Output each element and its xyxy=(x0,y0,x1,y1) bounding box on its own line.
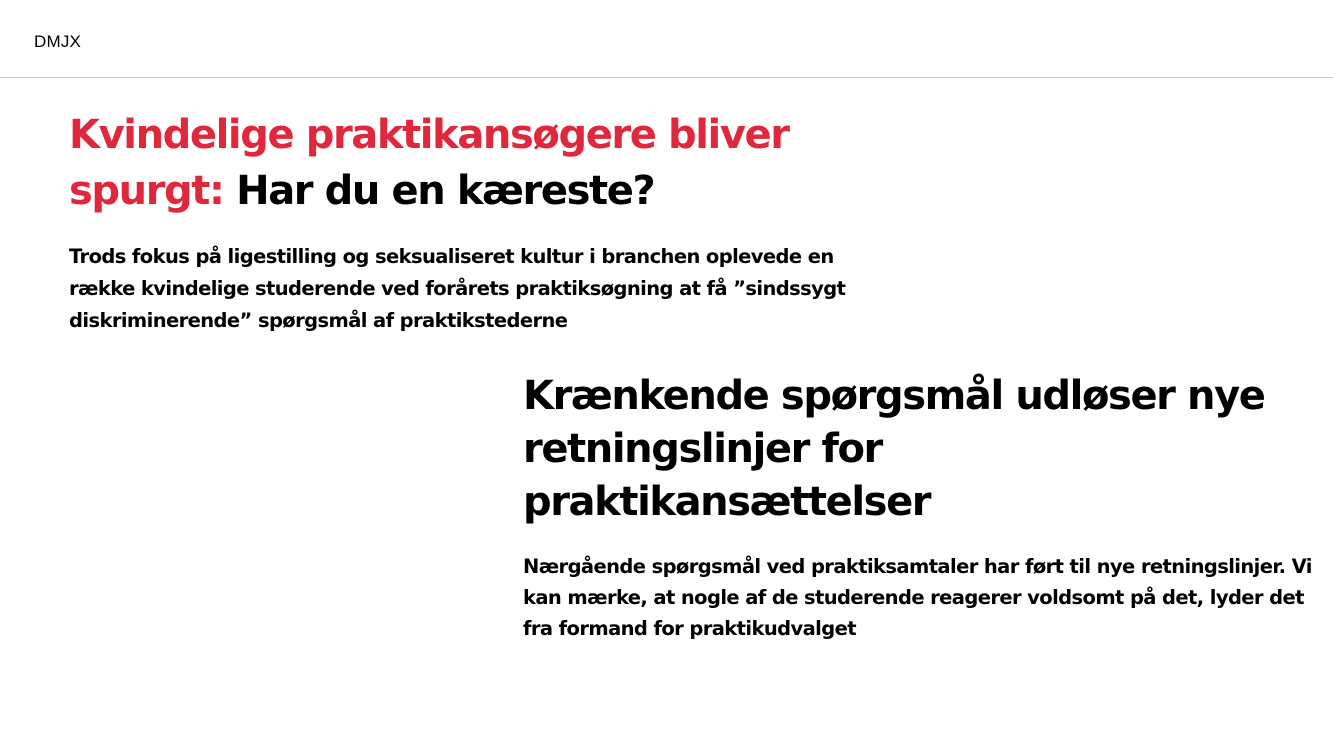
headline-kicker[interactable]: Kvindelige praktikansøgere bliver spurgt: xyxy=(69,112,789,214)
article-lead: Nærgående spørgsmål ved praktiksamtaler har ført til nye retningslinjer. Vi kan mærke, at nogle af de studerende reagerer voldsomt på det, lyder det fra formand for praktikudvalget xyxy=(523,555,1312,640)
article-teaser-secondary[interactable] xyxy=(523,370,1313,644)
site-logo[interactable]: DMJX xyxy=(34,32,82,51)
article-headline[interactable]: Krænkende spørgsmål udløser nye retningslinjer for praktikansættelser xyxy=(523,373,1265,525)
article-lead: Trods fokus på ligestilling og seksualiseret kultur i branchen oplevede en række kvindelige studerende ved forårets praktiksøgning at få ”sindssygt diskriminerende” spørgsmål af praktikstederne xyxy=(69,245,846,332)
headline-main[interactable]: Har du en kæreste? xyxy=(236,168,655,214)
site-header xyxy=(0,0,1333,78)
article-headline[interactable] xyxy=(69,107,849,219)
article-teaser-primary[interactable] xyxy=(69,107,849,337)
